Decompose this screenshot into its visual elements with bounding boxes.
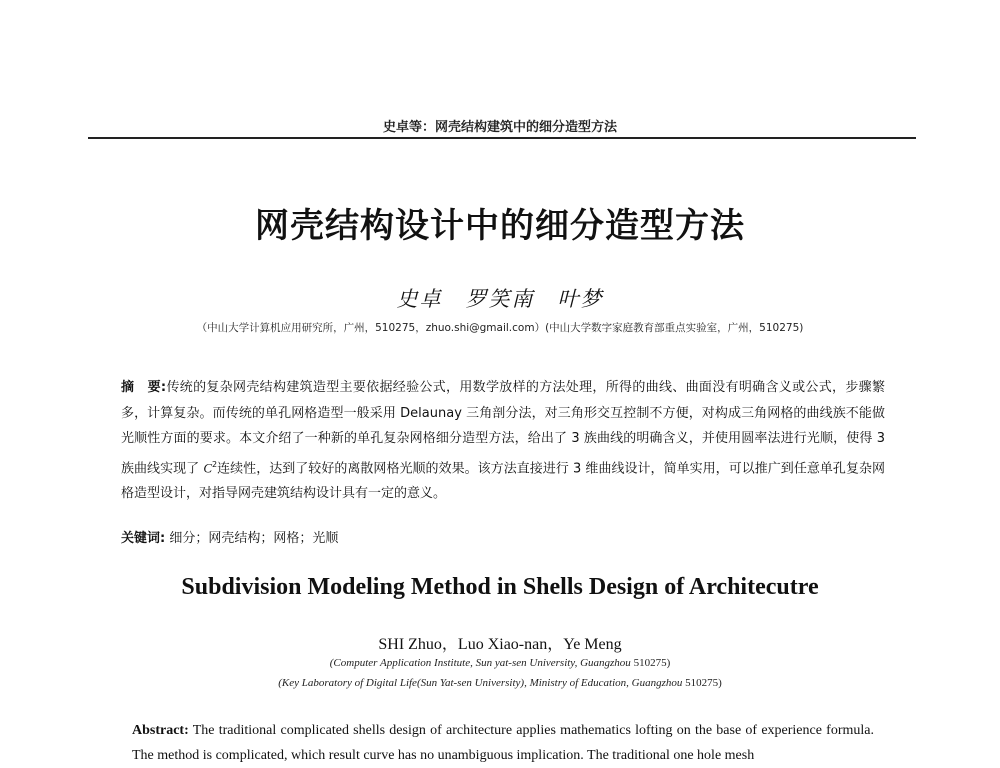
abstract-text-chinese-part1: 传统的复杂网壳结构建筑造型主要依据经验公式，用数学放样的方法处理，所得的曲线、曲面没有明确含义或公式，步骤繁多，计算复杂。而传统的单孔网格造型一般采用 Delaunay 三角剖分法，对三角形交互控制不方便，对构成三角网格的曲线族不能做光顺性方面的要求。本文介绍了一种新的单孔复杂网格细分造型方法，给出了 3 族曲线的明确含义，并使用圆率法进行光顺，使得 3 族曲线实现了	[121, 380, 885, 476]
abstract-english	[132, 718, 874, 768]
running-head: 史卓等：网壳结构建筑中的细分造型方法	[382, 120, 617, 135]
authors-chinese: 史卓 罗笑南 叶梦	[396, 287, 604, 311]
keywords-chinese	[121, 527, 885, 546]
continuity-superscript: 2	[212, 459, 218, 469]
affiliation-chinese: （中山大学计算机应用研究所，广州，510275，zhuo.shi@gmail.com）(中山大学数字家庭教育部重点实验室，广州，510275)	[196, 322, 804, 334]
affiliation-english-2	[0, 677, 1000, 689]
abstract-text-chinese-part2: 连续性，达到了较好的离散网格光顺的效果。该方法直接进行 3 维曲线设计，简单实用，可以推广到任意单孔复杂网格造型设计，对指导网壳建筑结构设计具有一定的意义。	[121, 460, 885, 502]
affiliation-english-1-postcode: 510275)	[633, 657, 671, 669]
abstract-label-chinese: 摘 要:	[121, 380, 167, 395]
paper-title-chinese: 网壳结构设计中的细分造型方法	[255, 206, 745, 246]
affiliation-english-2-postcode: 510275)	[685, 677, 722, 689]
paper-title-english: Subdivision Modeling Method in Shells Design of Architecutre	[181, 574, 819, 600]
keywords-text: 细分；网壳结构；网格；光顺	[169, 531, 339, 546]
header-rule	[88, 137, 916, 139]
affiliation-english-1-text: (Computer Application Institute, Sun yat-sen University, Guangzhou	[329, 657, 634, 669]
abstract-chinese	[121, 375, 885, 507]
abstract-text-english: The traditional complicated shells design of architecture applies mathematics lofting on the base of experience formula. The method is complicated, which result curve has no unambiguous implication. The traditional one hole mesh	[132, 723, 874, 763]
abstract-label-english: Abstract:	[132, 723, 189, 738]
authors-english: SHI Zhuo，Luo Xiao-nan，Ye Meng	[378, 636, 622, 653]
affiliation-english-2-text: (Key Laboratory of Digital Life(Sun Yat-sen University), Ministry of Education, Guangzhou	[278, 677, 686, 689]
continuity-symbol: C	[203, 459, 212, 475]
affiliation-english-1	[0, 657, 1000, 669]
keywords-label: 关键词:	[121, 531, 166, 546]
